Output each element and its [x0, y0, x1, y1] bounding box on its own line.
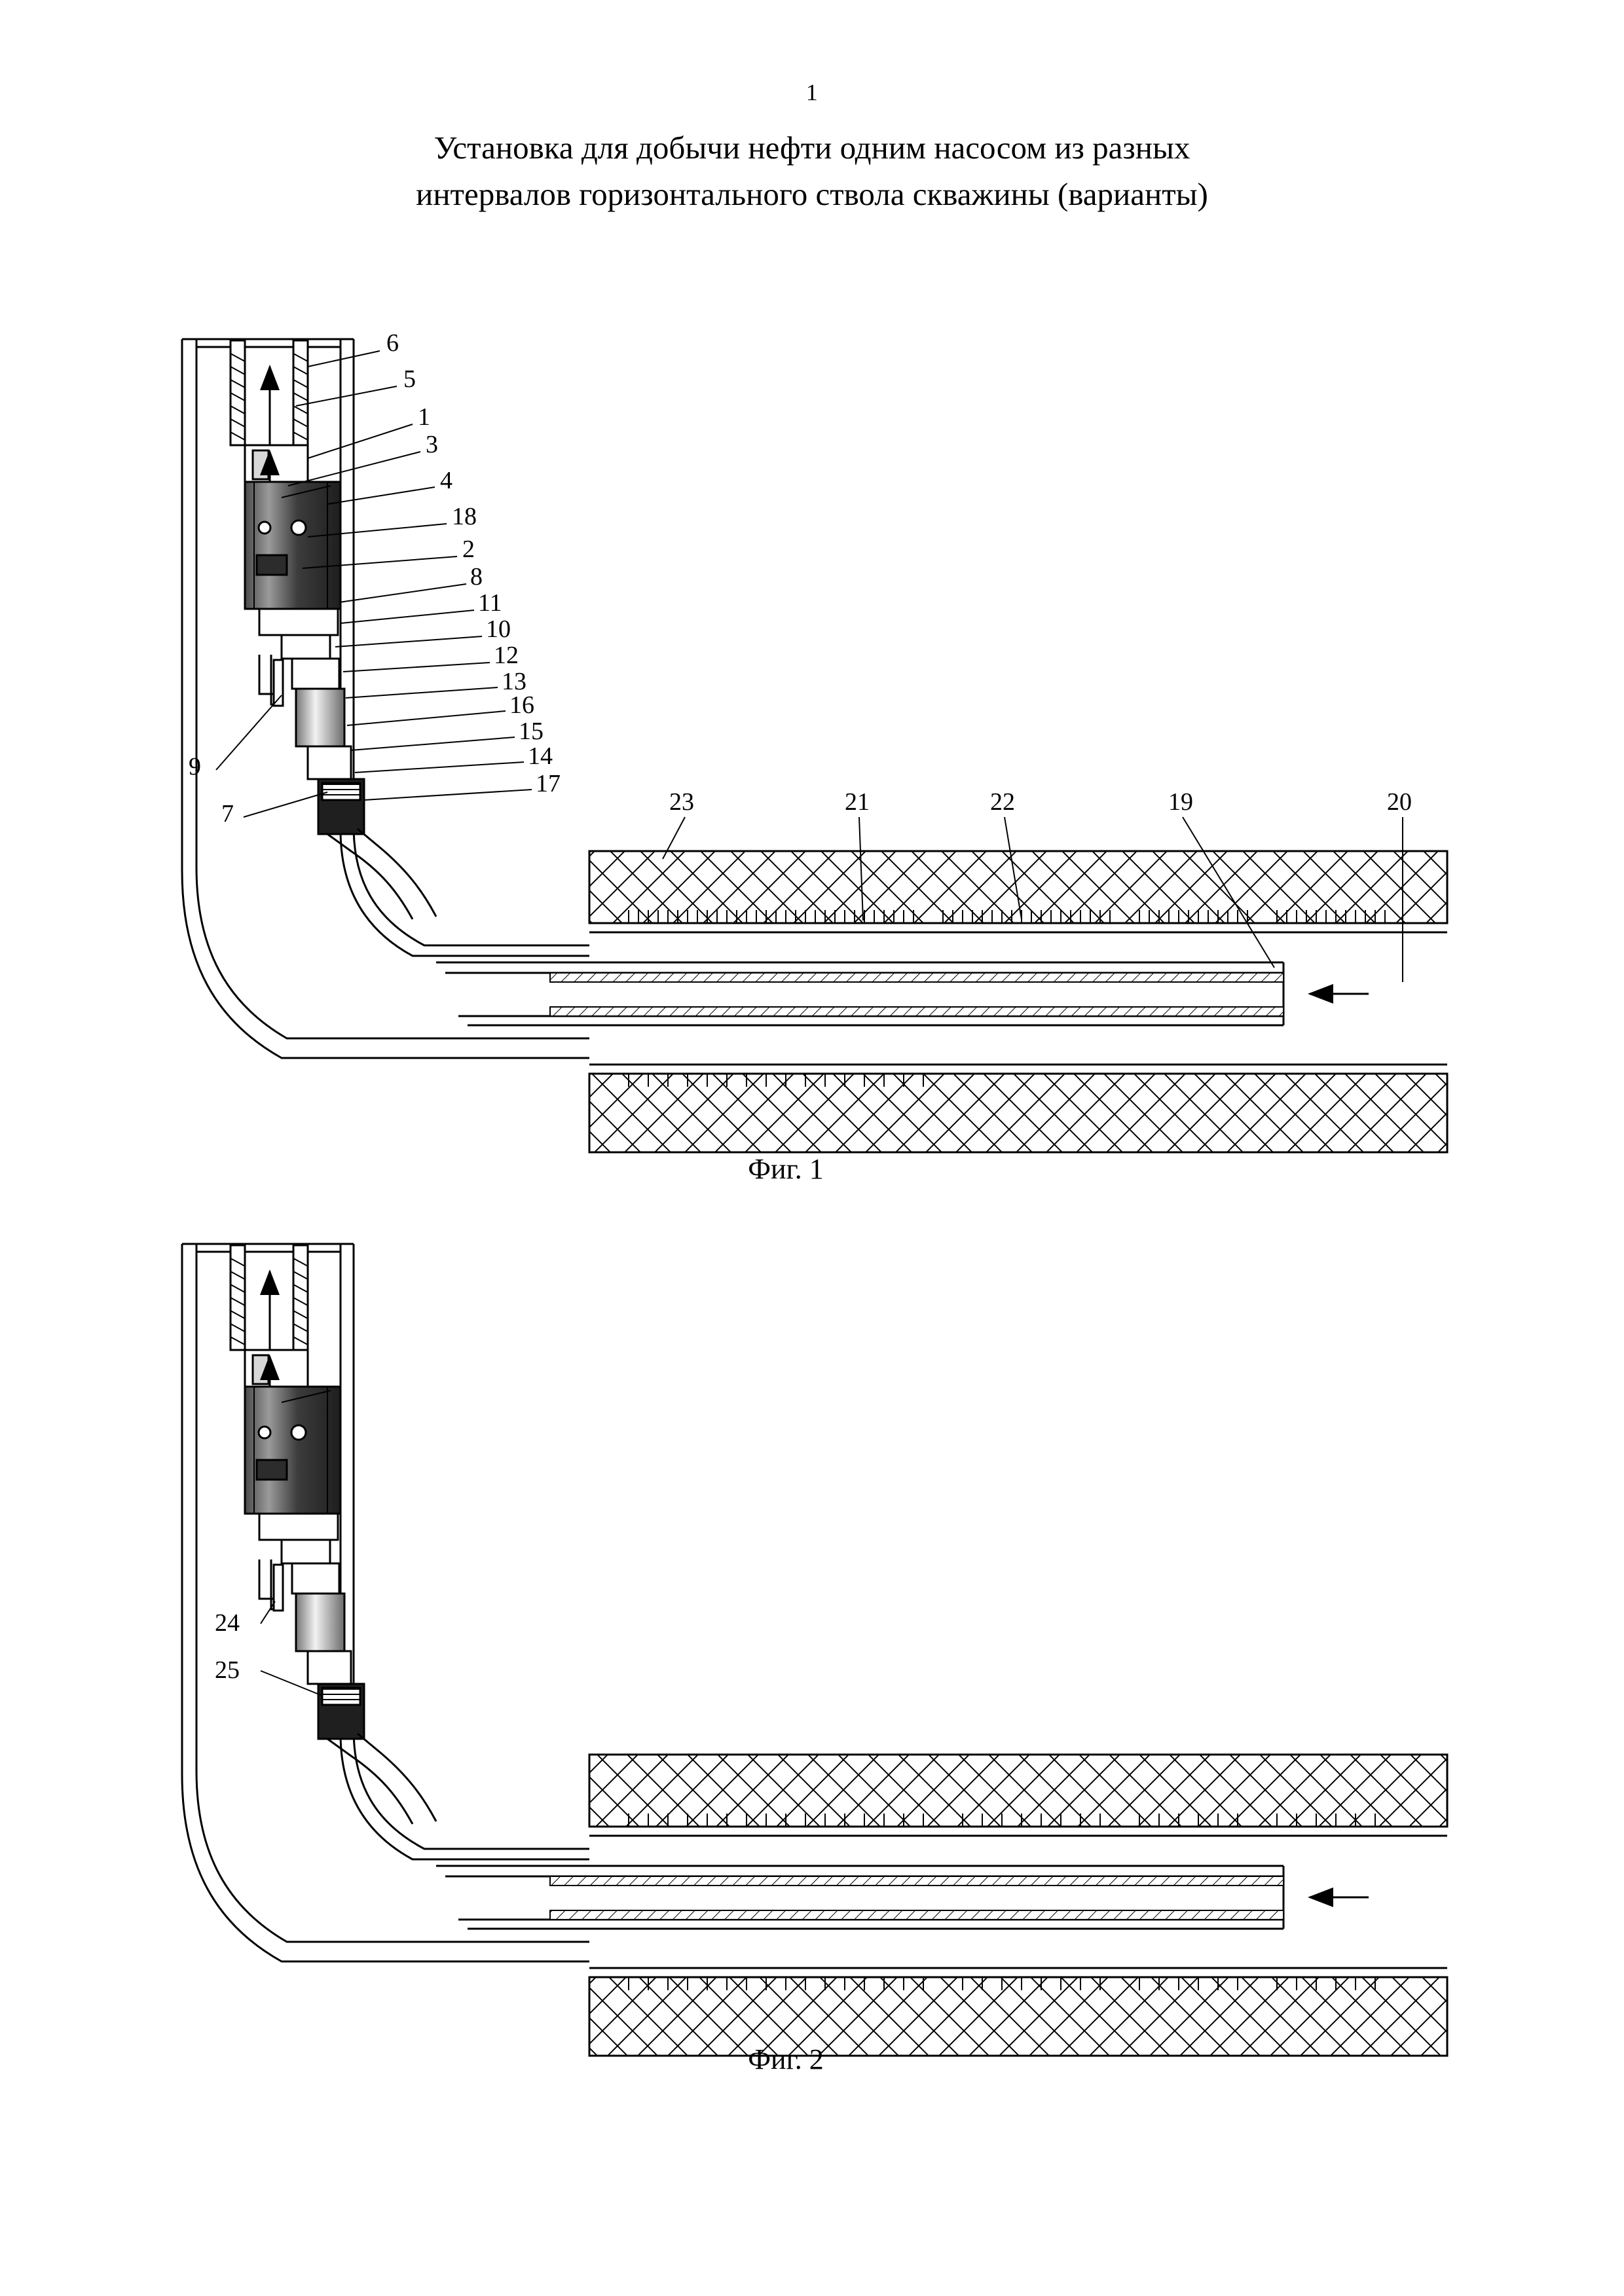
callout-11: 11 — [478, 589, 502, 617]
callout-21: 21 — [845, 788, 870, 816]
figure-2-drawing — [0, 1218, 1624, 2069]
page-number: 1 — [805, 79, 819, 105]
callout-3: 3 — [426, 431, 438, 458]
callout-6: 6 — [386, 329, 399, 357]
callout-14: 14 — [528, 742, 553, 770]
callout-4: 4 — [440, 467, 452, 494]
callout-15: 15 — [519, 718, 544, 745]
callout-2: 2 — [462, 536, 475, 563]
callout-20: 20 — [1387, 788, 1412, 816]
callout-7: 7 — [221, 800, 234, 828]
figure-2-caption: Фиг. 2 — [748, 2043, 824, 2075]
callout-18: 18 — [452, 503, 477, 530]
callout-23: 23 — [669, 788, 694, 816]
page-title-line-2: интервалов горизонтального ствола скважины (варианты) — [416, 176, 1208, 213]
callout-24: 24 — [215, 1609, 240, 1637]
figure-1-caption: Фиг. 1 — [748, 1153, 824, 1185]
figure-2 — [0, 1218, 1624, 2069]
page-title-line-1: Установка для добычи нефти одним насосом из разных — [434, 130, 1190, 166]
callout-9: 9 — [189, 753, 201, 780]
callout-1: 1 — [418, 403, 430, 431]
callout-16: 16 — [509, 691, 534, 719]
callout-12: 12 — [494, 642, 519, 669]
callout-22: 22 — [990, 788, 1015, 816]
callout-8: 8 — [470, 563, 483, 591]
callout-5: 5 — [403, 365, 416, 393]
callout-17: 17 — [536, 770, 561, 797]
callout-25: 25 — [215, 1656, 240, 1684]
callout-13: 13 — [502, 668, 526, 695]
callout-10: 10 — [486, 615, 511, 643]
callout-19: 19 — [1168, 788, 1193, 816]
